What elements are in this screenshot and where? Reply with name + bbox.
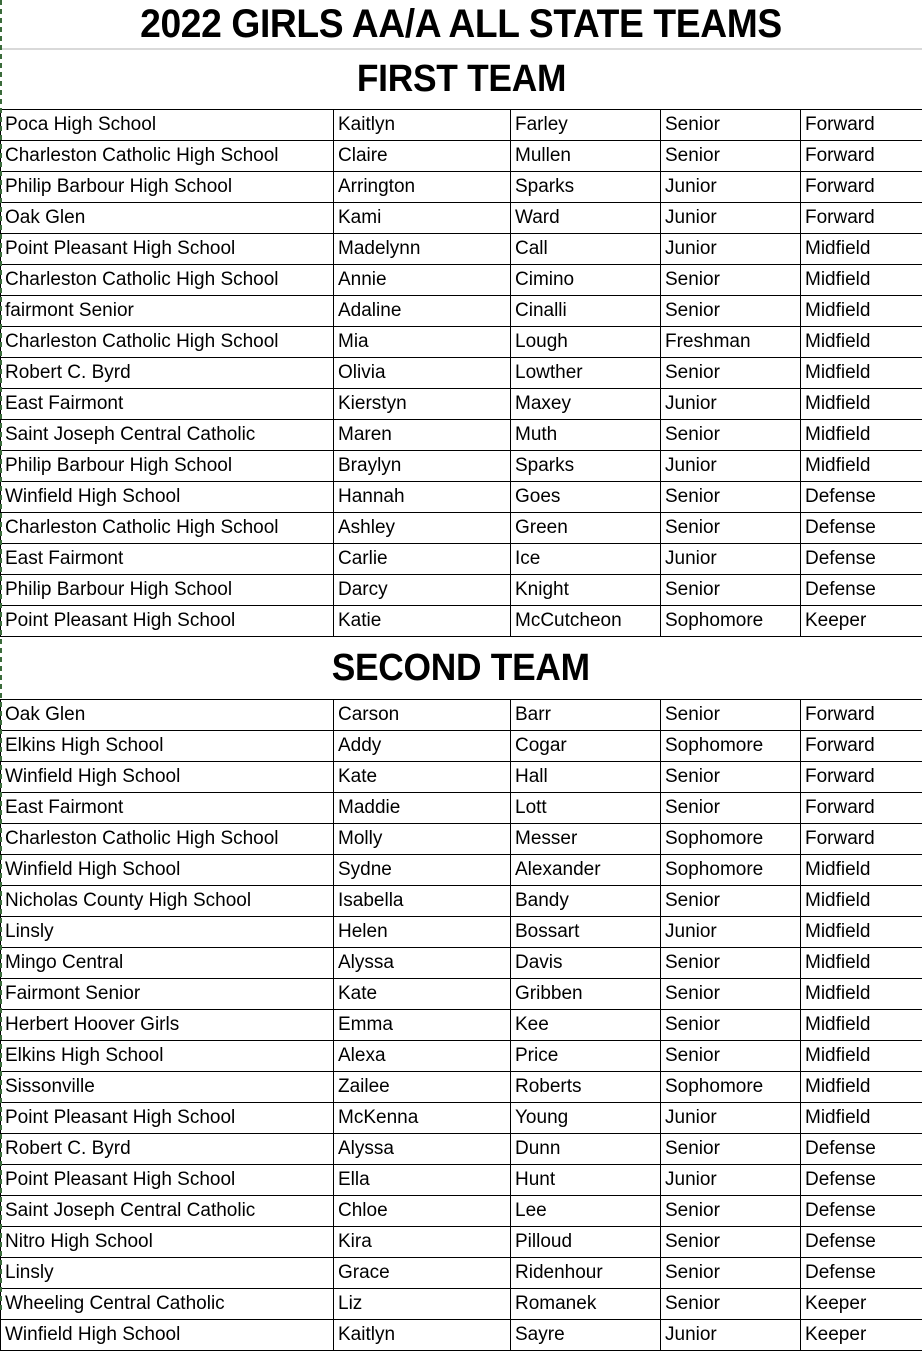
document-title-row <box>0 0 922 50</box>
cell-school[interactable]: Oak Glen <box>1 203 334 234</box>
table-row <box>1 731 922 762</box>
cell-last-name[interactable]: Dunn <box>511 1134 661 1165</box>
cell-position[interactable]: Defense <box>801 1227 922 1258</box>
cell-school[interactable]: Mingo Central <box>1 948 334 979</box>
cell-class[interactable]: Senior <box>661 141 801 172</box>
cell-position[interactable]: Forward <box>801 141 922 172</box>
cell-last-name[interactable]: Price <box>511 1041 661 1072</box>
table-row <box>1 327 922 358</box>
cell-position[interactable]: Defense <box>801 1196 922 1227</box>
cell-last-name[interactable]: Barr <box>511 700 661 731</box>
cell-last-name[interactable]: Cimino <box>511 265 661 296</box>
cell-position[interactable]: Forward <box>801 700 922 731</box>
cell-class[interactable]: Junior <box>661 917 801 948</box>
cell-first-name[interactable]: Katie <box>334 606 511 637</box>
cell-position[interactable]: Keeper <box>801 1289 922 1320</box>
table-row <box>1 606 922 637</box>
cell-first-name[interactable]: Claire <box>334 141 511 172</box>
cell-first-name[interactable]: Addy <box>334 731 511 762</box>
cell-class[interactable]: Senior <box>661 575 801 606</box>
cell-position[interactable]: Keeper <box>801 1320 922 1351</box>
cell-first-name[interactable]: McKenna <box>334 1103 511 1134</box>
cell-class[interactable]: Senior <box>661 1196 801 1227</box>
cell-school[interactable]: Philip Barbour High School <box>1 172 334 203</box>
cell-position[interactable]: Forward <box>801 824 922 855</box>
cell-class[interactable]: Junior <box>661 234 801 265</box>
cell-class[interactable]: Senior <box>661 265 801 296</box>
cell-last-name[interactable]: Sparks <box>511 451 661 482</box>
cell-first-name[interactable]: Chloe <box>334 1196 511 1227</box>
cell-school[interactable]: Robert C. Byrd <box>1 1134 334 1165</box>
table-row <box>1 855 922 886</box>
cell-last-name[interactable]: Lowther <box>511 358 661 389</box>
table-row <box>1 1258 922 1289</box>
cell-first-name[interactable]: Kaitlyn <box>334 1320 511 1351</box>
cell-position[interactable]: Midfield <box>801 234 922 265</box>
cell-school[interactable]: Linsly <box>1 917 334 948</box>
cell-last-name[interactable]: Cogar <box>511 731 661 762</box>
table-row <box>1 234 922 265</box>
table-row <box>1 141 922 172</box>
cell-position[interactable]: Defense <box>801 1258 922 1289</box>
cell-position[interactable]: Midfield <box>801 451 922 482</box>
cell-class[interactable]: Junior <box>661 1103 801 1134</box>
cell-first-name[interactable]: Adaline <box>334 296 511 327</box>
cell-position[interactable]: Defense <box>801 1165 922 1196</box>
cell-last-name[interactable]: Davis <box>511 948 661 979</box>
cell-first-name[interactable]: Carlie <box>334 544 511 575</box>
cell-position[interactable]: Midfield <box>801 327 922 358</box>
cell-class[interactable]: Junior <box>661 1165 801 1196</box>
cell-school[interactable]: Nitro High School <box>1 1227 334 1258</box>
cell-position[interactable]: Midfield <box>801 1103 922 1134</box>
cell-last-name[interactable]: Romanek <box>511 1289 661 1320</box>
cell-first-name[interactable]: Kate <box>334 762 511 793</box>
cell-position[interactable]: Defense <box>801 482 922 513</box>
cell-first-name[interactable]: Braylyn <box>334 451 511 482</box>
table-row <box>1 886 922 917</box>
cell-school[interactable]: Point Pleasant High School <box>1 606 334 637</box>
cell-first-name[interactable]: Carson <box>334 700 511 731</box>
cell-class[interactable]: Senior <box>661 513 801 544</box>
cell-first-name[interactable]: Emma <box>334 1010 511 1041</box>
cell-class[interactable]: Sophomore <box>661 731 801 762</box>
cell-first-name[interactable]: Alyssa <box>334 948 511 979</box>
cell-class[interactable]: Senior <box>661 482 801 513</box>
cell-position[interactable]: Defense <box>801 1134 922 1165</box>
cell-last-name[interactable]: Mullen <box>511 141 661 172</box>
cell-class[interactable]: Freshman <box>661 327 801 358</box>
cell-school[interactable]: Charleston Catholic High School <box>1 513 334 544</box>
cell-last-name[interactable]: Roberts <box>511 1072 661 1103</box>
cell-last-name[interactable]: Ice <box>511 544 661 575</box>
cell-class[interactable]: Senior <box>661 420 801 451</box>
cell-class[interactable]: Sophomore <box>661 824 801 855</box>
cell-class[interactable]: Senior <box>661 1134 801 1165</box>
section-heading-first-team: FIRST TEAM <box>356 58 565 101</box>
cell-school[interactable]: Point Pleasant High School <box>1 234 334 265</box>
cell-school[interactable]: Point Pleasant High School <box>1 1103 334 1134</box>
cell-school[interactable]: Saint Joseph Central Catholic <box>1 1196 334 1227</box>
table-row <box>1 358 922 389</box>
cell-last-name[interactable]: Alexander <box>511 855 661 886</box>
cell-school[interactable]: East Fairmont <box>1 793 334 824</box>
cell-school[interactable]: Charleston Catholic High School <box>1 265 334 296</box>
table-row <box>1 482 922 513</box>
cell-first-name[interactable]: Madelynn <box>334 234 511 265</box>
cell-class[interactable]: Senior <box>661 886 801 917</box>
cell-position[interactable]: Defense <box>801 513 922 544</box>
table-row <box>1 979 922 1010</box>
cell-position[interactable]: Midfield <box>801 265 922 296</box>
table-row <box>1 110 922 141</box>
cell-school[interactable]: Philip Barbour High School <box>1 451 334 482</box>
cell-first-name[interactable]: Annie <box>334 265 511 296</box>
cell-school[interactable]: Charleston Catholic High School <box>1 824 334 855</box>
cell-class[interactable]: Junior <box>661 451 801 482</box>
cell-school[interactable]: Linsly <box>1 1258 334 1289</box>
cell-position[interactable]: Midfield <box>801 1072 922 1103</box>
table-row <box>1 824 922 855</box>
cell-first-name[interactable]: Darcy <box>334 575 511 606</box>
cell-last-name[interactable]: Call <box>511 234 661 265</box>
cell-class[interactable]: Senior <box>661 793 801 824</box>
cell-class[interactable]: Sophomore <box>661 606 801 637</box>
second-team-section <box>0 699 922 1351</box>
cell-first-name[interactable]: Molly <box>334 824 511 855</box>
cell-school[interactable]: Winfield High School <box>1 1320 334 1351</box>
cell-last-name[interactable]: Sparks <box>511 172 661 203</box>
cell-last-name[interactable]: Ridenhour <box>511 1258 661 1289</box>
cell-last-name[interactable]: Maxey <box>511 389 661 420</box>
cell-position[interactable]: Forward <box>801 731 922 762</box>
table-row <box>1 917 922 948</box>
cell-class[interactable]: Junior <box>661 389 801 420</box>
table-row <box>1 700 922 731</box>
cell-first-name[interactable]: Kate <box>334 979 511 1010</box>
cell-first-name[interactable]: Zailee <box>334 1072 511 1103</box>
cell-first-name[interactable]: Alexa <box>334 1041 511 1072</box>
table-row <box>1 1165 922 1196</box>
cell-class[interactable]: Senior <box>661 979 801 1010</box>
cell-school[interactable]: Robert C. Byrd <box>1 358 334 389</box>
cell-first-name[interactable]: Isabella <box>334 886 511 917</box>
cell-first-name[interactable]: Kierstyn <box>334 389 511 420</box>
cell-class[interactable]: Senior <box>661 358 801 389</box>
cell-last-name[interactable]: Young <box>511 1103 661 1134</box>
cell-first-name[interactable]: Helen <box>334 917 511 948</box>
table-row <box>1 389 922 420</box>
cell-position[interactable]: Midfield <box>801 296 922 327</box>
cell-school[interactable]: Fairmont Senior <box>1 979 334 1010</box>
cell-school[interactable]: Wheeling Central Catholic <box>1 1289 334 1320</box>
cell-class[interactable]: Junior <box>661 544 801 575</box>
cell-position[interactable]: Forward <box>801 793 922 824</box>
cell-position[interactable]: Forward <box>801 203 922 234</box>
page-break-marker-left <box>0 0 2 1314</box>
cell-first-name[interactable]: Maddie <box>334 793 511 824</box>
cell-class[interactable]: Sophomore <box>661 1072 801 1103</box>
table-row <box>1 1041 922 1072</box>
cell-school[interactable]: Poca High School <box>1 110 334 141</box>
table-row <box>1 762 922 793</box>
cell-last-name[interactable]: Pilloud <box>511 1227 661 1258</box>
cell-school[interactable]: East Fairmont <box>1 389 334 420</box>
cell-position[interactable]: Defense <box>801 575 922 606</box>
cell-first-name[interactable]: Maren <box>334 420 511 451</box>
cell-position[interactable]: Midfield <box>801 389 922 420</box>
table-row <box>1 1320 922 1351</box>
cell-first-name[interactable]: Kaitlyn <box>334 110 511 141</box>
cell-first-name[interactable]: Kami <box>334 203 511 234</box>
cell-position[interactable]: Forward <box>801 110 922 141</box>
cell-class[interactable]: Senior <box>661 1041 801 1072</box>
first-team-section <box>0 109 922 637</box>
cell-last-name[interactable]: Ward <box>511 203 661 234</box>
cell-school[interactable]: fairmont Senior <box>1 296 334 327</box>
cell-position[interactable]: Midfield <box>801 420 922 451</box>
table-row <box>1 948 922 979</box>
table-row <box>1 544 922 575</box>
cell-first-name[interactable]: Hannah <box>334 482 511 513</box>
cell-first-name[interactable]: Arrington <box>334 172 511 203</box>
cell-last-name[interactable]: Cinalli <box>511 296 661 327</box>
cell-class[interactable]: Senior <box>661 1289 801 1320</box>
cell-class[interactable]: Senior <box>661 1227 801 1258</box>
table-row <box>1 513 922 544</box>
second-team-table-body <box>1 700 922 1351</box>
table-row <box>1 1196 922 1227</box>
cell-class[interactable]: Junior <box>661 203 801 234</box>
cell-first-name[interactable]: Liz <box>334 1289 511 1320</box>
cell-position[interactable]: Midfield <box>801 886 922 917</box>
cell-last-name[interactable]: Gribben <box>511 979 661 1010</box>
cell-school[interactable]: Herbert Hoover Girls <box>1 1010 334 1041</box>
cell-last-name[interactable]: Messer <box>511 824 661 855</box>
cell-class[interactable]: Junior <box>661 1320 801 1351</box>
cell-school[interactable]: Philip Barbour High School <box>1 575 334 606</box>
table-row <box>1 296 922 327</box>
cell-school[interactable]: Charleston Catholic High School <box>1 141 334 172</box>
second-team-table <box>0 699 922 1351</box>
cell-last-name[interactable]: Lott <box>511 793 661 824</box>
cell-class[interactable]: Senior <box>661 296 801 327</box>
cell-first-name[interactable]: Ashley <box>334 513 511 544</box>
cell-position[interactable]: Forward <box>801 762 922 793</box>
cell-school[interactable]: Winfield High School <box>1 855 334 886</box>
cell-school[interactable]: Charleston Catholic High School <box>1 327 334 358</box>
table-row <box>1 1134 922 1165</box>
cell-school[interactable]: Winfield High School <box>1 762 334 793</box>
cell-last-name[interactable]: Hall <box>511 762 661 793</box>
cell-last-name[interactable]: Bandy <box>511 886 661 917</box>
cell-last-name[interactable]: Green <box>511 513 661 544</box>
cell-class[interactable]: Senior <box>661 948 801 979</box>
cell-class[interactable]: Senior <box>661 1258 801 1289</box>
cell-last-name[interactable]: Lough <box>511 327 661 358</box>
table-row <box>1 1227 922 1258</box>
cell-first-name[interactable]: Kira <box>334 1227 511 1258</box>
cell-position[interactable]: Midfield <box>801 855 922 886</box>
cell-class[interactable]: Sophomore <box>661 855 801 886</box>
cell-last-name[interactable]: Muth <box>511 420 661 451</box>
cell-class[interactable]: Senior <box>661 762 801 793</box>
cell-school[interactable]: Elkins High School <box>1 731 334 762</box>
cell-school[interactable]: Point Pleasant High School <box>1 1165 334 1196</box>
cell-school[interactable]: Oak Glen <box>1 700 334 731</box>
cell-class[interactable]: Senior <box>661 700 801 731</box>
first-team-heading-row <box>0 50 922 109</box>
cell-last-name[interactable]: Bossart <box>511 917 661 948</box>
table-row <box>1 172 922 203</box>
cell-school[interactable]: East Fairmont <box>1 544 334 575</box>
cell-position[interactable]: Defense <box>801 544 922 575</box>
cell-school[interactable]: Sissonville <box>1 1072 334 1103</box>
cell-school[interactable]: Saint Joseph Central Catholic <box>1 420 334 451</box>
table-row <box>1 265 922 296</box>
cell-first-name[interactable]: Olivia <box>334 358 511 389</box>
cell-school[interactable]: Winfield High School <box>1 482 334 513</box>
table-row <box>1 793 922 824</box>
table-row <box>1 1103 922 1134</box>
second-team-heading-row <box>0 637 922 699</box>
cell-position[interactable]: Forward <box>801 172 922 203</box>
cell-class[interactable]: Senior <box>661 1010 801 1041</box>
cell-last-name[interactable]: Lee <box>511 1196 661 1227</box>
first-team-table <box>0 109 922 637</box>
cell-first-name[interactable]: Ella <box>334 1165 511 1196</box>
cell-position[interactable]: Midfield <box>801 358 922 389</box>
cell-last-name[interactable]: Farley <box>511 110 661 141</box>
table-row <box>1 420 922 451</box>
cell-position[interactable]: Keeper <box>801 606 922 637</box>
cell-last-name[interactable]: Knight <box>511 575 661 606</box>
cell-last-name[interactable]: McCutcheon <box>511 606 661 637</box>
table-row <box>1 203 922 234</box>
cell-first-name[interactable]: Mia <box>334 327 511 358</box>
table-row <box>1 451 922 482</box>
cell-last-name[interactable]: Kee <box>511 1010 661 1041</box>
cell-first-name[interactable]: Alyssa <box>334 1134 511 1165</box>
section-heading-second-team: SECOND TEAM <box>332 647 590 690</box>
cell-class[interactable]: Senior <box>661 110 801 141</box>
cell-last-name[interactable]: Sayre <box>511 1320 661 1351</box>
cell-first-name[interactable]: Sydne <box>334 855 511 886</box>
table-row <box>1 575 922 606</box>
table-row <box>1 1072 922 1103</box>
cell-school[interactable]: Elkins High School <box>1 1041 334 1072</box>
cell-last-name[interactable]: Hunt <box>511 1165 661 1196</box>
cell-position[interactable]: Midfield <box>801 917 922 948</box>
table-row <box>1 1010 922 1041</box>
cell-position[interactable]: Midfield <box>801 948 922 979</box>
cell-last-name[interactable]: Goes <box>511 482 661 513</box>
page-title: 2022 GIRLS AA/A ALL STATE TEAMS <box>140 2 782 47</box>
first-team-table-body <box>1 110 922 637</box>
cell-school[interactable]: Nicholas County High School <box>1 886 334 917</box>
cell-first-name[interactable]: Grace <box>334 1258 511 1289</box>
table-row <box>1 1289 922 1320</box>
cell-class[interactable]: Junior <box>661 172 801 203</box>
cell-position[interactable]: Midfield <box>801 1041 922 1072</box>
cell-position[interactable]: Midfield <box>801 979 922 1010</box>
cell-position[interactable]: Midfield <box>801 1010 922 1041</box>
